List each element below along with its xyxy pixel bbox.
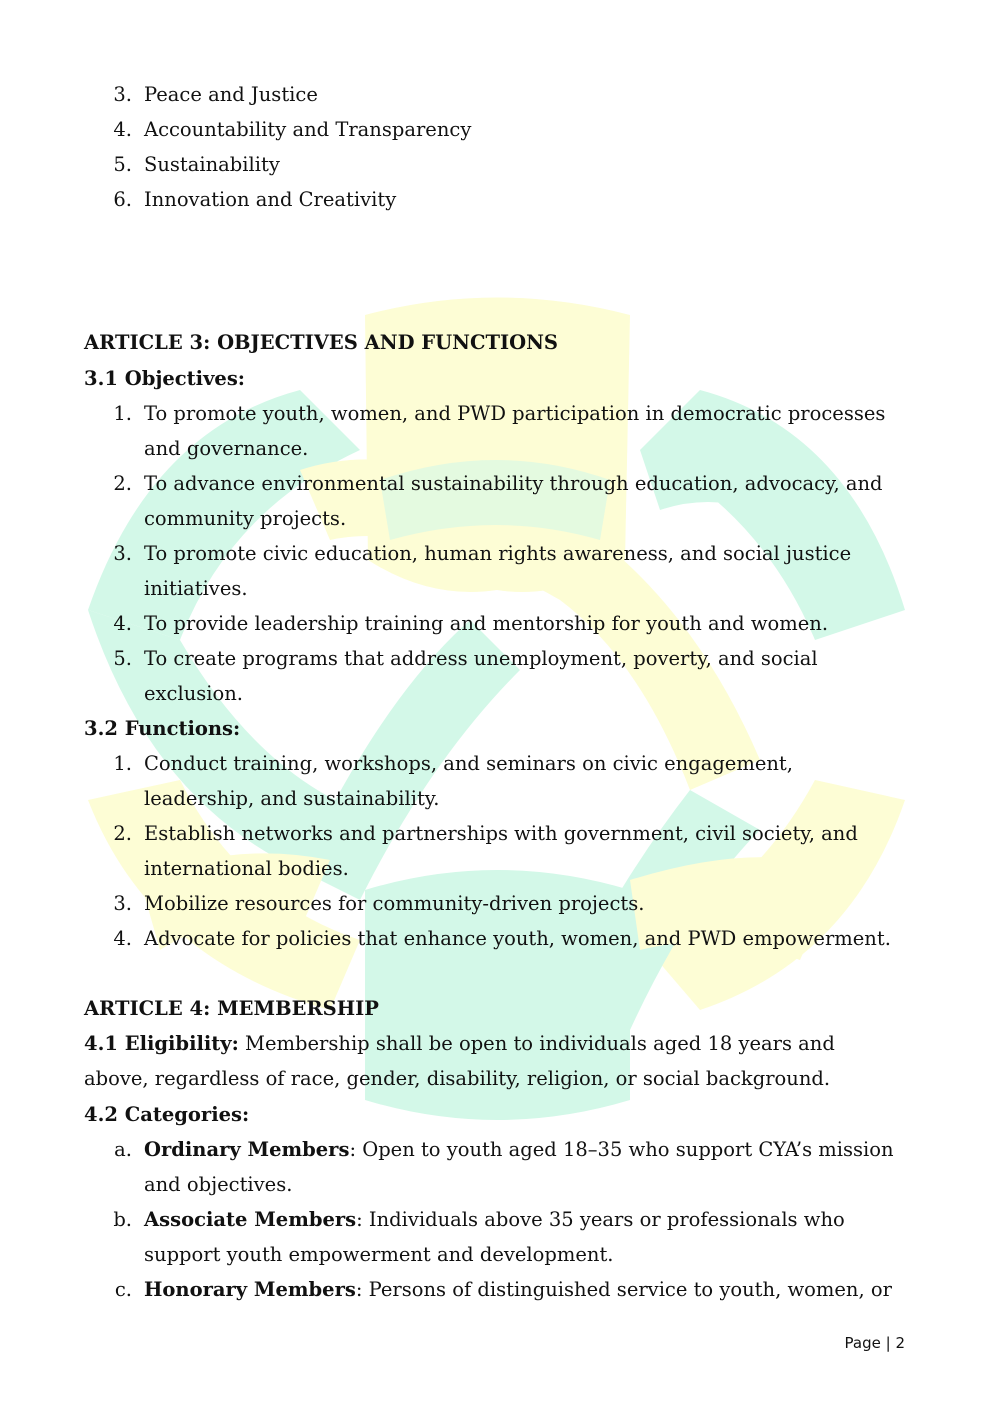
functions-heading: 3.2 Functions:	[84, 717, 241, 740]
list-item-continuation: and objectives.	[144, 1173, 293, 1196]
list-letter: c.	[114, 1278, 132, 1301]
eligibility-text: Membership shall be open to individuals aged 18 years and	[238, 1032, 835, 1055]
list-number: 4.	[113, 118, 132, 141]
category-label: Associate Members	[144, 1208, 357, 1231]
list-number: 2.	[113, 822, 132, 845]
list-number: 2.	[113, 472, 132, 495]
category-text: : Individuals above 35 years or professionals who	[356, 1208, 845, 1231]
list-item: Conduct training, workshops, and seminars on civic engagement,	[144, 752, 793, 775]
list-item: To promote civic education, human rights awareness, and social justice	[144, 542, 852, 565]
category-text: : Persons of distinguished service to youth, women, or	[355, 1278, 892, 1301]
list-item	[144, 1272, 892, 1307]
list-item: Mobilize resources for community-driven projects.	[144, 892, 645, 915]
list-item: Peace and Justice	[144, 83, 318, 106]
list-number: 3.	[113, 83, 132, 106]
list-number: 1.	[113, 402, 132, 425]
categories-heading: 4.2 Categories:	[84, 1103, 250, 1126]
list-number: 1.	[113, 752, 132, 775]
eligibility-label: 4.1 Eligibility:	[84, 1032, 239, 1055]
list-item-continuation: initiatives.	[144, 577, 248, 600]
objectives-heading: 3.1 Objectives:	[84, 367, 245, 390]
list-number: 5.	[113, 153, 132, 176]
list-item-continuation: and governance.	[144, 437, 309, 460]
list-item-continuation: support youth empowerment and development.	[144, 1243, 614, 1266]
list-letter: b.	[113, 1208, 132, 1231]
article-4-heading: ARTICLE 4: MEMBERSHIP	[84, 997, 379, 1020]
list-item: Sustainability	[144, 153, 280, 176]
list-item: Innovation and Creativity	[144, 188, 397, 211]
list-item-continuation: international bodies.	[144, 857, 349, 880]
list-item-continuation: leadership, and sustainability.	[144, 787, 440, 810]
list-number: 5.	[113, 647, 132, 670]
list-letter: a.	[114, 1138, 132, 1161]
list-item	[144, 1202, 845, 1237]
eligibility-paragraph	[84, 1026, 835, 1061]
category-text: : Open to youth aged 18–35 who support CYA’s mission	[349, 1138, 894, 1161]
list-item: To create programs that address unemployment, poverty, and social	[144, 647, 818, 670]
article-3-heading: ARTICLE 3: OBJECTIVES AND FUNCTIONS	[84, 331, 559, 354]
list-item: To promote youth, women, and PWD participation in democratic processes	[144, 402, 886, 425]
list-item: Establish networks and partnerships with government, civil society, and	[144, 822, 858, 845]
list-number: 3.	[113, 892, 132, 915]
list-item: To advance environmental sustainability through education, advocacy, and	[144, 472, 883, 495]
list-item	[144, 1132, 894, 1167]
list-item-continuation: community projects.	[144, 507, 347, 530]
category-label: Ordinary Members	[144, 1138, 350, 1161]
list-item: Accountability and Transparency	[144, 118, 472, 141]
list-item-continuation: exclusion.	[144, 682, 243, 705]
list-number: 4.	[113, 927, 132, 950]
list-number: 4.	[113, 612, 132, 635]
list-item: Advocate for policies that enhance youth, women, and PWD empowerment.	[144, 927, 891, 950]
list-number: 6.	[113, 188, 132, 211]
eligibility-continuation: above, regardless of race, gender, disability, religion, or social background.	[84, 1067, 831, 1090]
page-number: Page | 2	[844, 1334, 905, 1352]
list-number: 3.	[113, 542, 132, 565]
list-item: To provide leadership training and mentorship for youth and women.	[144, 612, 829, 635]
category-label: Honorary Members	[144, 1278, 356, 1301]
